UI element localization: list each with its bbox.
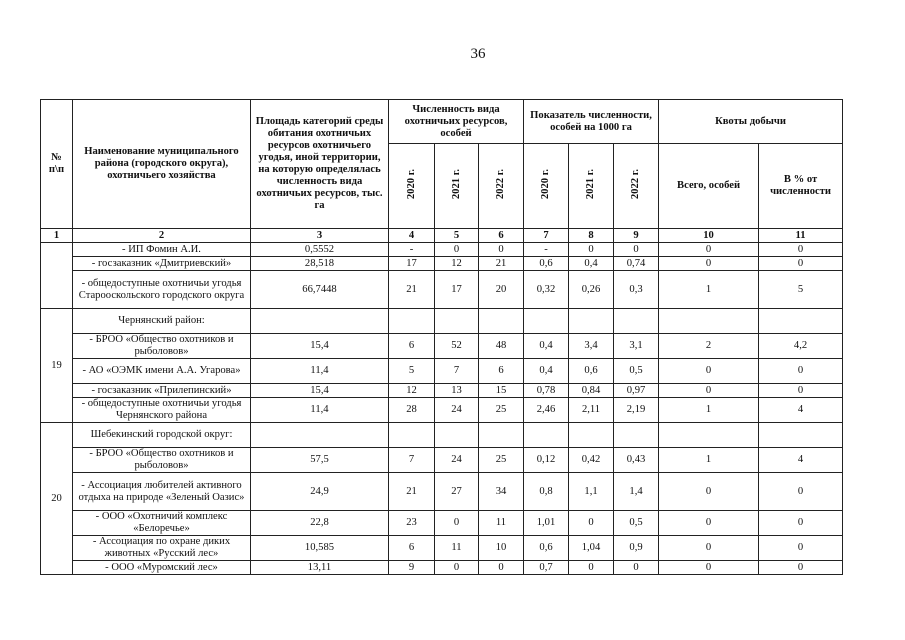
row-density-2021: 0,26 <box>569 271 614 309</box>
column-numbers-row <box>41 229 843 243</box>
row-density-2021: 3,4 <box>569 334 614 359</box>
row-density-2021: 0,42 <box>569 448 614 473</box>
row-density-2020: 0,7 <box>524 561 569 575</box>
row-density-2020: 0,4 <box>524 334 569 359</box>
row-name: - БРОО «Общество охотников и рыболовов» <box>73 448 251 473</box>
row-name: - госзаказник «Прилепинский» <box>73 384 251 398</box>
row-count-2021: 12 <box>435 257 479 271</box>
table-row <box>41 243 843 257</box>
column-number: 9 <box>614 229 659 243</box>
column-number: 11 <box>759 229 843 243</box>
row-count-2020: 28 <box>389 398 435 423</box>
row-density-2021: 0,4 <box>569 257 614 271</box>
row-name: - ООО «Муромский лес» <box>73 561 251 575</box>
row-count-2021: 0 <box>435 243 479 257</box>
row-density-2022: 0,5 <box>614 511 659 536</box>
table-row <box>41 359 843 384</box>
row-quota-total: 1 <box>659 271 759 309</box>
row-density-2022: 2,19 <box>614 398 659 423</box>
row-density-2020: 0,12 <box>524 448 569 473</box>
row-count-2022: 0 <box>479 561 524 575</box>
row-area: 13,11 <box>251 561 389 575</box>
row-density-2021: 0 <box>569 561 614 575</box>
header-quota-total: Всего, особей <box>659 144 759 229</box>
row-quota-pct: 0 <box>759 561 843 575</box>
row-density-2020: 1,01 <box>524 511 569 536</box>
header-count-2022: 2022 г. <box>479 144 524 229</box>
row-density-2020: - <box>524 243 569 257</box>
row-name: - общедоступные охотничьи угодья Старооскольского городского округа <box>73 271 251 309</box>
row-count-2022: 11 <box>479 511 524 536</box>
row-count-2022: 25 <box>479 448 524 473</box>
row-name: - АО «ОЭМК имени А.А. Угарова» <box>73 359 251 384</box>
row-count-2021: 24 <box>435 448 479 473</box>
group-number: 20 <box>41 423 73 575</box>
row-count-2022: 15 <box>479 384 524 398</box>
row-density-2020: 2,46 <box>524 398 569 423</box>
row-quota-pct: 4,2 <box>759 334 843 359</box>
column-number: 10 <box>659 229 759 243</box>
row-quota-pct: 0 <box>759 511 843 536</box>
row-count-2021: 13 <box>435 384 479 398</box>
row-quota-total: 0 <box>659 473 759 511</box>
row-count-2020: 21 <box>389 473 435 511</box>
page-number: 36 <box>470 46 486 62</box>
row-name: - Ассоциация любителей активного отдыха на природе «Зеленый Оазис» <box>73 473 251 511</box>
row-quota-pct: 0 <box>759 257 843 271</box>
row-count-2021: 17 <box>435 271 479 309</box>
row-count-2022: 48 <box>479 334 524 359</box>
header-density-2020: 2020 г. <box>524 144 569 229</box>
row-area: 11,4 <box>251 359 389 384</box>
row-quota-pct: 4 <box>759 448 843 473</box>
row-count-2020: 23 <box>389 511 435 536</box>
row-name: - ООО «Охотничий комплекс «Белоречье» <box>73 511 251 536</box>
row-quota-total: 1 <box>659 398 759 423</box>
table-row <box>41 257 843 271</box>
row-density-2022: 0,43 <box>614 448 659 473</box>
row-density-2020: 0,6 <box>524 257 569 271</box>
row-density-2020: 0,8 <box>524 473 569 511</box>
row-count-2020: 5 <box>389 359 435 384</box>
header-density-group: Показатель численности, особей на 1000 га <box>524 100 659 144</box>
table-row <box>41 448 843 473</box>
row-quota-total: 1 <box>659 448 759 473</box>
row-count-2020: 6 <box>389 334 435 359</box>
row-density-2021: 0,6 <box>569 359 614 384</box>
row-quota-pct: 0 <box>759 359 843 384</box>
row-name: - ИП Фомин А.И. <box>73 243 251 257</box>
row-density-2020: 0,4 <box>524 359 569 384</box>
row-count-2022: 20 <box>479 271 524 309</box>
table-row <box>41 473 843 511</box>
row-density-2020: 0,6 <box>524 536 569 561</box>
row-density-2021: 0,84 <box>569 384 614 398</box>
row-density-2022: 0 <box>614 243 659 257</box>
row-quota-total: 0 <box>659 243 759 257</box>
header-density-2021: 2021 г. <box>569 144 614 229</box>
row-quota-total: 0 <box>659 359 759 384</box>
row-count-2022: 21 <box>479 257 524 271</box>
table-row <box>41 271 843 309</box>
row-density-2021: 1,04 <box>569 536 614 561</box>
row-density-2020: 0,78 <box>524 384 569 398</box>
column-number: 5 <box>435 229 479 243</box>
section-row <box>41 309 843 334</box>
row-count-2020: 7 <box>389 448 435 473</box>
column-number: 8 <box>569 229 614 243</box>
row-count-2020: 9 <box>389 561 435 575</box>
header-count-2021: 2021 г. <box>435 144 479 229</box>
row-area: 15,4 <box>251 384 389 398</box>
column-number: 3 <box>251 229 389 243</box>
row-name: - госзаказник «Дмитриевский» <box>73 257 251 271</box>
row-name: - БРОО «Общество охотников и рыболовов» <box>73 334 251 359</box>
header-num: № п\п <box>41 100 73 229</box>
row-density-2022: 0,9 <box>614 536 659 561</box>
row-density-2022: 0,3 <box>614 271 659 309</box>
row-area: 28,518 <box>251 257 389 271</box>
header-name: Наименование муниципального района (городского округа), охотничьего хозяйства <box>73 100 251 229</box>
column-number: 2 <box>73 229 251 243</box>
row-density-2022: 3,1 <box>614 334 659 359</box>
table-row <box>41 511 843 536</box>
row-area: 57,5 <box>251 448 389 473</box>
table-row <box>41 536 843 561</box>
row-count-2021: 0 <box>435 511 479 536</box>
row-quota-pct: 0 <box>759 536 843 561</box>
row-quota-pct: 0 <box>759 243 843 257</box>
row-area: 11,4 <box>251 398 389 423</box>
row-area: 22,8 <box>251 511 389 536</box>
row-count-2022: 6 <box>479 359 524 384</box>
row-area: 0,5552 <box>251 243 389 257</box>
row-number-empty <box>41 243 73 309</box>
row-quota-pct: 5 <box>759 271 843 309</box>
header-row-top <box>41 100 843 144</box>
section-title: Чернянский район: <box>73 309 251 334</box>
section-row <box>41 423 843 448</box>
row-count-2020: 12 <box>389 384 435 398</box>
hunting-resources-table <box>40 99 843 575</box>
column-number: 1 <box>41 229 73 243</box>
row-quota-total: 0 <box>659 511 759 536</box>
group-number: 19 <box>41 309 73 423</box>
row-density-2021: 0 <box>569 511 614 536</box>
row-quota-total: 0 <box>659 257 759 271</box>
row-count-2020: 21 <box>389 271 435 309</box>
column-number: 6 <box>479 229 524 243</box>
header-quota-pct: В % от численности <box>759 144 843 229</box>
row-quota-total: 0 <box>659 384 759 398</box>
table-row <box>41 398 843 423</box>
column-number: 4 <box>389 229 435 243</box>
table-row <box>41 334 843 359</box>
row-count-2020: - <box>389 243 435 257</box>
row-density-2020: 0,32 <box>524 271 569 309</box>
header-area: Площадь категорий среды обитания охотничьих ресурсов охотничьего угодья, иной территории, на которую определялась численность вида охотничьих ресурсов, тыс. га <box>251 100 389 229</box>
row-quota-total: 0 <box>659 536 759 561</box>
row-name: - общедоступные охотничьи угодья Чернянского района <box>73 398 251 423</box>
row-count-2020: 17 <box>389 257 435 271</box>
row-area: 10,585 <box>251 536 389 561</box>
row-density-2021: 2,11 <box>569 398 614 423</box>
row-name: - Ассоциация по охране диких животных «Русский лес» <box>73 536 251 561</box>
row-count-2022: 10 <box>479 536 524 561</box>
row-count-2021: 0 <box>435 561 479 575</box>
column-number: 7 <box>524 229 569 243</box>
row-quota-total: 0 <box>659 561 759 575</box>
row-density-2021: 1,1 <box>569 473 614 511</box>
row-count-2021: 11 <box>435 536 479 561</box>
row-count-2021: 27 <box>435 473 479 511</box>
row-area: 24,9 <box>251 473 389 511</box>
header-quota-group: Квоты добычи <box>659 100 843 144</box>
row-quota-pct: 0 <box>759 384 843 398</box>
row-density-2022: 0,97 <box>614 384 659 398</box>
row-count-2021: 7 <box>435 359 479 384</box>
row-area: 66,7448 <box>251 271 389 309</box>
row-count-2022: 34 <box>479 473 524 511</box>
row-quota-pct: 0 <box>759 473 843 511</box>
row-count-2022: 25 <box>479 398 524 423</box>
row-count-2020: 6 <box>389 536 435 561</box>
row-count-2022: 0 <box>479 243 524 257</box>
row-density-2022: 0,5 <box>614 359 659 384</box>
row-count-2021: 52 <box>435 334 479 359</box>
header-count-group: Численность вида охотничьих ресурсов, особей <box>389 100 524 144</box>
row-density-2021: 0 <box>569 243 614 257</box>
row-density-2022: 0 <box>614 561 659 575</box>
row-count-2021: 24 <box>435 398 479 423</box>
row-density-2022: 1,4 <box>614 473 659 511</box>
table-row <box>41 561 843 575</box>
row-quota-pct: 4 <box>759 398 843 423</box>
row-area: 15,4 <box>251 334 389 359</box>
section-title: Шебекинский городской округ: <box>73 423 251 448</box>
row-density-2022: 0,74 <box>614 257 659 271</box>
header-count-2020: 2020 г. <box>389 144 435 229</box>
table-row <box>41 384 843 398</box>
header-density-2022: 2022 г. <box>614 144 659 229</box>
row-quota-total: 2 <box>659 334 759 359</box>
